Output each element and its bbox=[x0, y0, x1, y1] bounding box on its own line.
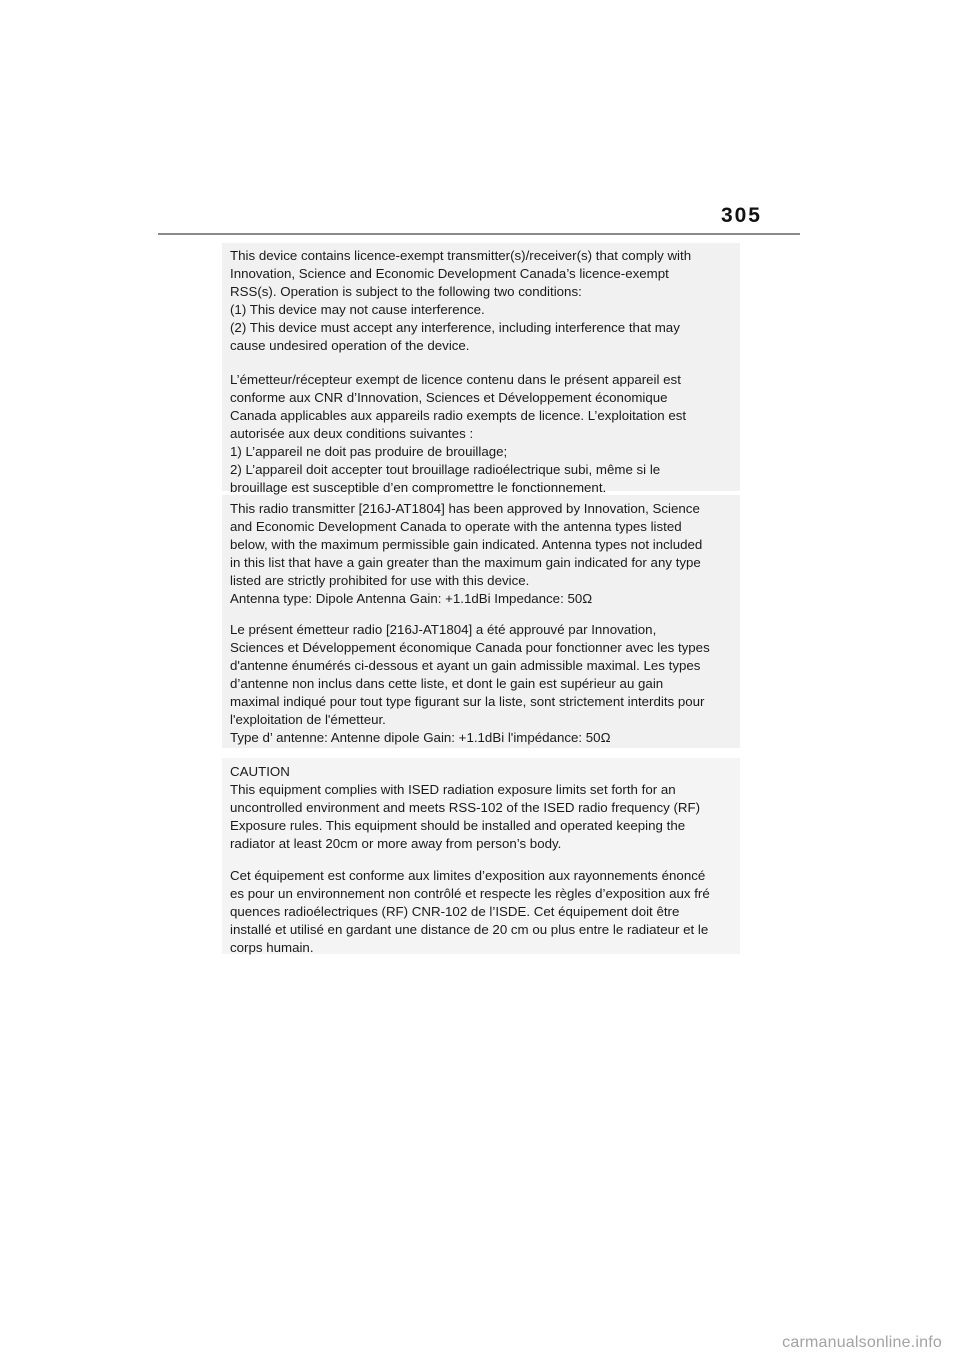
licence-exempt-notice bbox=[222, 243, 740, 495]
radiation-caution-notice-fr: Cet équipement est conforme aux limites d’exposition aux rayonnements énoncé es pour un environnement non contrôlé et respecte les règles d’exposition aux fré quences radioélectriques (RF) CNR-102 de l’ISDE. Cet équipement doit être installé et utilisé en gardant une distance de 20 cm ou plus entre le radiateur et le corps humain. bbox=[230, 868, 710, 955]
radiation-caution-notice-en: CAUTION This equipment complies with ISED radiation exposure limits set forth for an uncontrolled environment and meets RSS-102 of the ISED radio frequency (RF) Exposure rules. This equipment should be installed and operated keeping the radiator at least 20cm or more away from person’s body. bbox=[230, 764, 701, 851]
licence-exempt-notice-fr: L’émetteur/récepteur exempt de licence contenu dans le présent appareil est conforme aux CNR d’Innovation, Sciences et Développement économique Canada applicables aux appareils radio exempts de licence. L’exploitation est autorisée aux deux conditions suivantes : 1) L’appareil ne doit pas produire de brouillage; 2) L’appareil doit accepter tout brouillage radioélectrique subi, même si le brouillage est susceptible d’en compromettre le fonctionnement. bbox=[230, 372, 687, 495]
page-number: 305 bbox=[720, 204, 762, 227]
radiation-caution-notice bbox=[222, 758, 740, 954]
antenna-approval-notice-en: This radio transmitter [216J-AT1804] has been approved by Innovation, Science and Economic Development Canada to operate with the antenna types listed below, with the maximum permissible gain indicated. Antenna types not included in this list that have a gain greater than the maximum gain indicated for any type listed are strictly prohibited for use with this device. Antenna type: Dipole Antenna Gain: +1.1dBi Impedance: 50Ω bbox=[230, 501, 703, 606]
watermark: carmanualsonline.info bbox=[782, 1334, 942, 1351]
licence-exempt-notice-en: This device contains licence-exempt transmitter(s)/receiver(s) that comply with Innovation, Science and Economic Development Canada’s licence-exempt RSS(s). Operation is subject to the following two conditions: (1) This device may not cause interference. (2) This device must accept any interference, including interference that may cause undesired operation of the device. bbox=[230, 248, 692, 353]
antenna-approval-notice-fr: Le présent émetteur radio [216J-AT1804] a été approuvé par Innovation, Sciences et Développement économique Canada pour fonctionner avec les types d'antenne énumérés ci-dessous et ayant un gain admissible maximal. Les types d’antenne non inclus dans cette liste, et dont le gain est supérieur au gain maximal indiqué pour tout type figurant sur la liste, sont strictement interdits pour l'exploitation de l'émetteur. Type d’ antenne: Antenne dipole Gain: +1.1dBi l'impédance: 50Ω bbox=[230, 622, 710, 745]
antenna-approval-notice bbox=[222, 495, 740, 748]
header-rule bbox=[158, 233, 800, 235]
